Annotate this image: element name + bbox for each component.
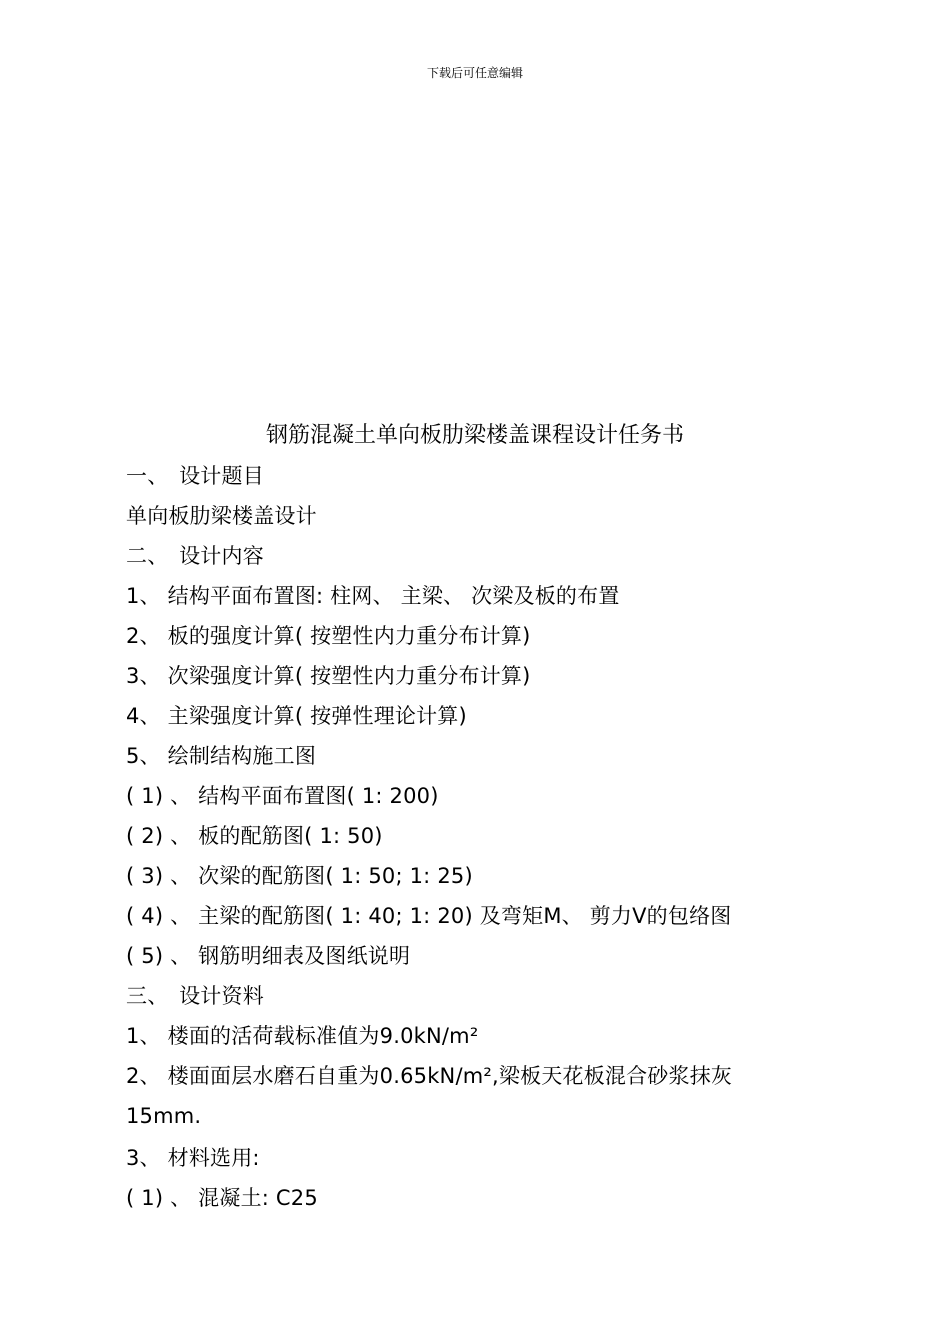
sub-list-item: ( 3) 、 次梁的配筋图( 1: 50; 1: 25) xyxy=(126,864,473,888)
sub-list-item: ( 2) 、 板的配筋图( 1: 50) xyxy=(126,824,383,848)
body-line: 单向板肋梁楼盖设计 xyxy=(126,504,317,528)
document-body xyxy=(126,460,836,1222)
sub-list-item: ( 5) 、 钢筋明细表及图纸说明 xyxy=(126,944,411,968)
list-item: 3、 次梁强度计算( 按塑性内力重分布计算) xyxy=(126,664,531,688)
section-heading-3: 三、 设计资料 xyxy=(126,984,264,1008)
list-item: 2、 板的强度计算( 按塑性内力重分布计算) xyxy=(126,624,531,648)
document-title: 钢筋混凝土单向板肋梁楼盖课程设计任务书 xyxy=(265,423,684,448)
section-heading-1: 一、 设计题目 xyxy=(126,464,264,488)
list-item: 5、 绘制结构施工图 xyxy=(126,744,317,768)
sub-list-item: ( 1) 、 混凝土: C25 xyxy=(126,1186,318,1210)
list-item: 1、 楼面的活荷载标准值为9.0kN/m² xyxy=(126,1024,479,1048)
page-header: 下载后可任意编辑 xyxy=(426,66,523,80)
list-item: 4、 主梁强度计算( 按弹性理论计算) xyxy=(126,704,467,728)
list-item: 2、 楼面面层水磨石自重为0.65kN/m²,梁板天花板混合砂浆抹灰 xyxy=(126,1064,733,1088)
sub-list-item: ( 4) 、 主梁的配筋图( 1: 40; 1: 20) 及弯矩M、 剪力V的包络图 xyxy=(126,904,732,928)
list-item: 1、 结构平面布置图: 柱网、 主梁、 次梁及板的布置 xyxy=(126,584,620,608)
sub-list-item: ( 1) 、 结构平面布置图( 1: 200) xyxy=(126,784,439,808)
section-heading-2: 二、 设计内容 xyxy=(126,544,264,568)
list-item-continuation: 15mm. xyxy=(126,1104,202,1128)
list-item: 3、 材料选用: xyxy=(126,1146,260,1170)
